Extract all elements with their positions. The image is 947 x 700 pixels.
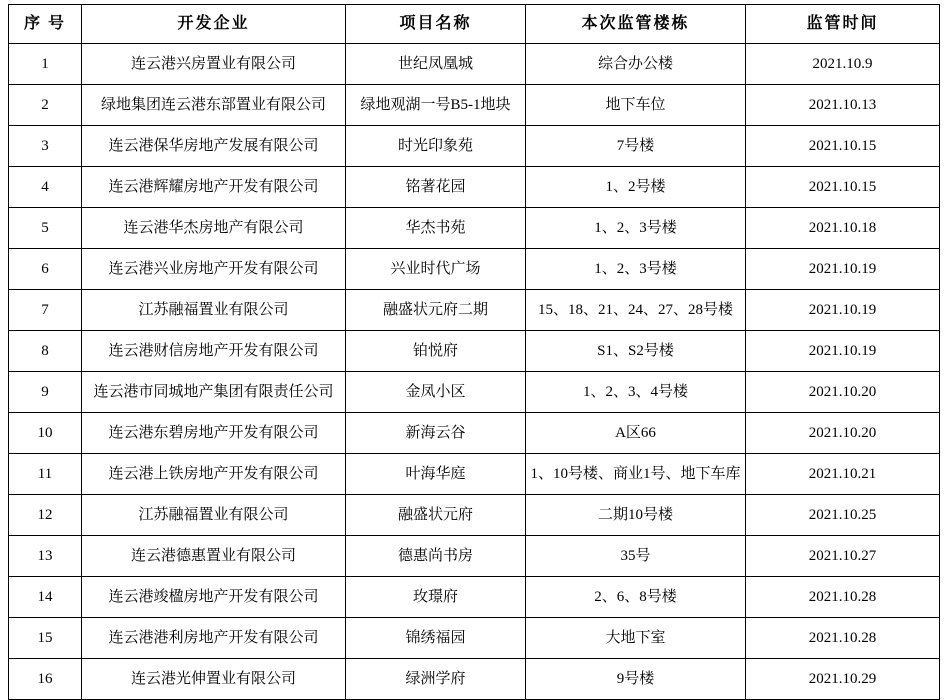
cell-index: 4 [9,167,82,208]
cell-date: 2021.10.28 [746,618,940,659]
cell-index: 13 [9,536,82,577]
table-row [9,44,940,85]
table-row [9,290,940,331]
cell-developer: 连云港兴业房地产开发有限公司 [82,249,346,290]
table-row [9,208,940,249]
cell-developer: 江苏融福置业有限公司 [82,495,346,536]
cell-index: 12 [9,495,82,536]
cell-developer: 绿地集团连云港东部置业有限公司 [82,85,346,126]
cell-date: 2021.10.29 [746,659,940,700]
cell-date: 2021.10.19 [746,249,940,290]
cell-date: 2021.10.20 [746,372,940,413]
cell-index: 11 [9,454,82,495]
cell-buildings: 大地下室 [526,618,746,659]
cell-date: 2021.10.13 [746,85,940,126]
table-row [9,495,940,536]
cell-project: 融盛状元府二期 [346,290,526,331]
cell-buildings: 7号楼 [526,126,746,167]
cell-project: 金凤小区 [346,372,526,413]
cell-index: 6 [9,249,82,290]
column-header-date: 监管时间 [746,5,940,44]
cell-date: 2021.10.15 [746,167,940,208]
cell-index: 3 [9,126,82,167]
cell-developer: 连云港上铁房地产开发有限公司 [82,454,346,495]
supervision-table [8,4,940,700]
cell-date: 2021.10.20 [746,413,940,454]
table-row [9,331,940,372]
cell-buildings: 综合办公楼 [526,44,746,85]
cell-developer: 连云港德惠置业有限公司 [82,536,346,577]
cell-developer: 连云港保华房地产发展有限公司 [82,126,346,167]
cell-index: 1 [9,44,82,85]
cell-project: 铂悦府 [346,331,526,372]
cell-date: 2021.10.18 [746,208,940,249]
table-row [9,536,940,577]
cell-date: 2021.10.21 [746,454,940,495]
cell-project: 锦绣福园 [346,618,526,659]
table-row [9,413,940,454]
cell-developer: 江苏融福置业有限公司 [82,290,346,331]
column-header-index: 序 号 [9,5,82,44]
cell-project: 融盛状元府 [346,495,526,536]
cell-index: 16 [9,659,82,700]
cell-buildings: 35号 [526,536,746,577]
cell-index: 8 [9,331,82,372]
cell-buildings: 二期10号楼 [526,495,746,536]
cell-buildings: 2、6、8号楼 [526,577,746,618]
cell-developer: 连云港竣楹房地产开发有限公司 [82,577,346,618]
cell-index: 14 [9,577,82,618]
cell-developer: 连云港光伸置业有限公司 [82,659,346,700]
cell-index: 15 [9,618,82,659]
cell-project: 德惠尚书房 [346,536,526,577]
table-row [9,85,940,126]
cell-index: 7 [9,290,82,331]
cell-date: 2021.10.27 [746,536,940,577]
cell-date: 2021.10.19 [746,331,940,372]
cell-buildings: 1、2、3、4号楼 [526,372,746,413]
table-row [9,167,940,208]
cell-index: 10 [9,413,82,454]
cell-project: 时光印象苑 [346,126,526,167]
cell-date: 2021.10.15 [746,126,940,167]
table-body [9,44,940,700]
cell-project: 绿地观湖一号B5-1地块 [346,85,526,126]
table-header-row [9,5,940,44]
cell-project: 绿洲学府 [346,659,526,700]
cell-developer: 连云港兴房置业有限公司 [82,44,346,85]
cell-project: 新海云谷 [346,413,526,454]
cell-developer: 连云港华杰房地产有限公司 [82,208,346,249]
table-row [9,249,940,290]
cell-developer: 连云港市同城地产集团有限责任公司 [82,372,346,413]
cell-project: 世纪凤凰城 [346,44,526,85]
cell-developer: 连云港辉耀房地产开发有限公司 [82,167,346,208]
cell-developer: 连云港东碧房地产开发有限公司 [82,413,346,454]
column-header-buildings: 本次监管楼栋 [526,5,746,44]
table-row [9,577,940,618]
cell-developer: 连云港财信房地产开发有限公司 [82,331,346,372]
cell-buildings: S1、S2号楼 [526,331,746,372]
column-header-developer: 开发企业 [82,5,346,44]
table-row [9,126,940,167]
table-row [9,618,940,659]
cell-buildings: 1、2、3号楼 [526,208,746,249]
cell-date: 2021.10.28 [746,577,940,618]
cell-index: 5 [9,208,82,249]
cell-project: 兴业时代广场 [346,249,526,290]
cell-date: 2021.10.19 [746,290,940,331]
table-header [9,5,940,44]
cell-index: 9 [9,372,82,413]
column-header-project: 项目名称 [346,5,526,44]
cell-project: 玫璟府 [346,577,526,618]
table-row [9,372,940,413]
cell-project: 铭著花园 [346,167,526,208]
cell-buildings: 15、18、21、24、27、28号楼 [526,290,746,331]
cell-date: 2021.10.25 [746,495,940,536]
cell-developer: 连云港港利房地产开发有限公司 [82,618,346,659]
cell-buildings: 1、2号楼 [526,167,746,208]
cell-project: 华杰书苑 [346,208,526,249]
cell-buildings: A区66 [526,413,746,454]
table-row [9,659,940,700]
cell-buildings: 地下车位 [526,85,746,126]
cell-project: 叶海华庭 [346,454,526,495]
cell-buildings: 1、10号楼、商业1号、地下车库 [526,454,746,495]
cell-buildings: 9号楼 [526,659,746,700]
cell-index: 2 [9,85,82,126]
cell-buildings: 1、2、3号楼 [526,249,746,290]
table-row [9,454,940,495]
cell-date: 2021.10.9 [746,44,940,85]
